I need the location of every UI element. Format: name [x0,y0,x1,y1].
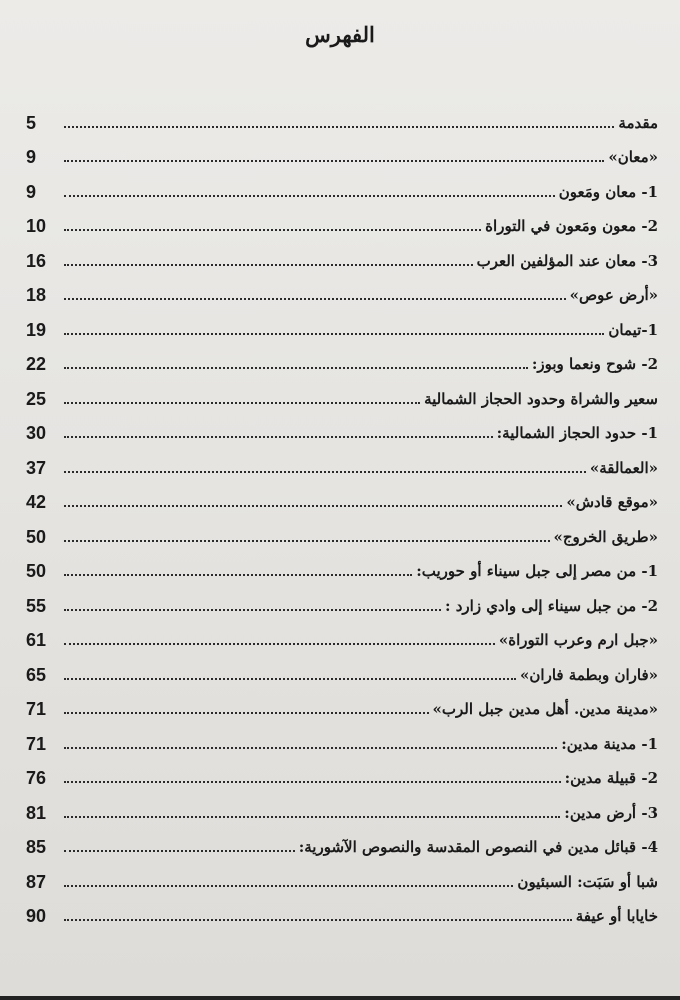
toc-entry [26,516,658,551]
table-of-contents [26,102,658,930]
toc-entry-page: 71 [26,733,47,754]
dot-leader [64,919,572,921]
dot-leader [64,747,557,749]
toc-entry-title: شبا أو سَبَت: السبئيون [517,872,658,891]
dot-leader [64,781,561,783]
dot-leader [64,402,420,404]
dot-leader [64,505,562,507]
dot-leader [64,816,560,818]
toc-entry-page: 25 [26,388,47,409]
toc-entry [26,585,658,620]
toc-entry-page: 19 [26,319,47,340]
toc-entry-title: 1-تيمان [608,320,658,339]
dot-leader [64,436,493,438]
dot-leader [64,574,412,576]
toc-entry [26,309,658,344]
toc-entry-title: مقدمة [618,113,658,132]
dot-leader [64,367,528,369]
toc-entry-page: 61 [26,630,47,650]
toc-entry [26,896,658,931]
toc-entry-title: 2- شوح ونعما وبوز: [531,355,658,373]
toc-entry-page: 30 [26,423,47,443]
toc-entry-title: «جبل ارم وعرب التوراة» [498,631,658,649]
toc-entry [26,689,658,724]
toc-entry-title: 2- من جبل سيناء إلى وادي زارد : [444,596,658,615]
toc-entry [26,275,658,310]
dot-leader [64,712,429,714]
toc-entry-page: 18 [26,285,47,305]
toc-entry-page: 81 [26,802,47,823]
toc-entry-title: 1- مدينة مدين: [561,734,658,753]
toc-entry [26,413,658,448]
toc-entry-page: 22 [26,354,47,374]
toc-entry [26,137,658,172]
dot-leader [64,609,441,611]
toc-entry-page: 9 [26,181,37,202]
toc-entry-title: «العمالقة» [589,458,658,477]
dot-leader [64,298,566,300]
toc-entry-title: «أرض عوص» [569,286,658,304]
toc-entry-page: 85 [26,837,47,857]
toc-entry-page: 50 [26,526,47,547]
toc-entry-title: 3- أرض مدين: [564,803,658,822]
page-title: الفهرس [305,22,375,47]
toc-entry-page: 71 [26,699,47,719]
dot-leader [64,471,586,473]
page-bottom-edge [0,996,680,1000]
toc-entry-page: 50 [26,561,47,581]
toc-entry-page: 5 [26,112,37,133]
toc-entry-title: «مدينة مدين. أهل مدين جبل الرب» [432,700,658,718]
toc-entry-title: 3- معان عند المؤلفين العرب [476,251,658,270]
toc-entry [26,723,658,758]
toc-entry [26,447,658,482]
toc-entry-page: 65 [26,664,47,685]
toc-entry [26,344,658,379]
toc-entry-page: 37 [26,457,47,478]
toc-entry-page: 10 [26,216,47,236]
toc-entry [26,758,658,793]
dot-leader [64,540,550,542]
toc-entry-title: 4- قبائل مدين في النصوص المقدسة والنصوص الآشورية: [298,838,658,856]
toc-entry-title: 2- معون ومَعون في التوراة [485,217,658,235]
toc-entry-page: 16 [26,250,47,271]
toc-entry-title: 1- معان ومَعون [558,182,658,201]
toc-entry-page: 76 [26,768,47,788]
dot-leader [64,643,495,645]
toc-entry-title: 1- حدود الحجاز الشمالية: [496,424,658,442]
dot-leader [64,678,516,680]
dot-leader [64,264,473,266]
toc-entry-title: «فاران وبطمة فاران» [520,665,658,684]
toc-entry-title: «طريق الخروج» [553,527,658,546]
dot-leader [64,195,555,197]
toc-entry-title: سعير والشراة وحدود الحجاز الشمالية [424,389,658,408]
toc-entry [26,620,658,655]
toc-entry-page: 87 [26,871,47,892]
dot-leader [64,850,295,852]
toc-entry [26,482,658,517]
toc-entry [26,551,658,586]
toc-entry [26,206,658,241]
dot-leader [64,160,604,162]
toc-entry-page: 9 [26,147,37,167]
toc-entry [26,378,658,413]
toc-entry [26,654,658,689]
toc-entry [26,171,658,206]
dot-leader [64,885,513,887]
toc-entry-title: 2- قبيلة مدين: [564,769,658,787]
toc-entry [26,792,658,827]
toc-entry-title: خايابا أو عيفة [575,907,658,925]
toc-entry [26,827,658,862]
toc-entry-page: 55 [26,595,47,616]
toc-entry-title: «معان» [608,148,658,166]
dot-leader [64,333,604,335]
toc-entry-title: 1- من مصر إلى جبل سيناء أو حوريب: [416,562,658,580]
toc-entry-page: 42 [26,492,47,512]
dot-leader [64,229,481,231]
toc-entry [26,861,658,896]
dot-leader [64,126,614,128]
toc-entry [26,102,658,137]
toc-entry-title: «موقع قادش» [566,493,658,511]
toc-entry [26,240,658,275]
toc-entry-page: 90 [26,906,47,926]
